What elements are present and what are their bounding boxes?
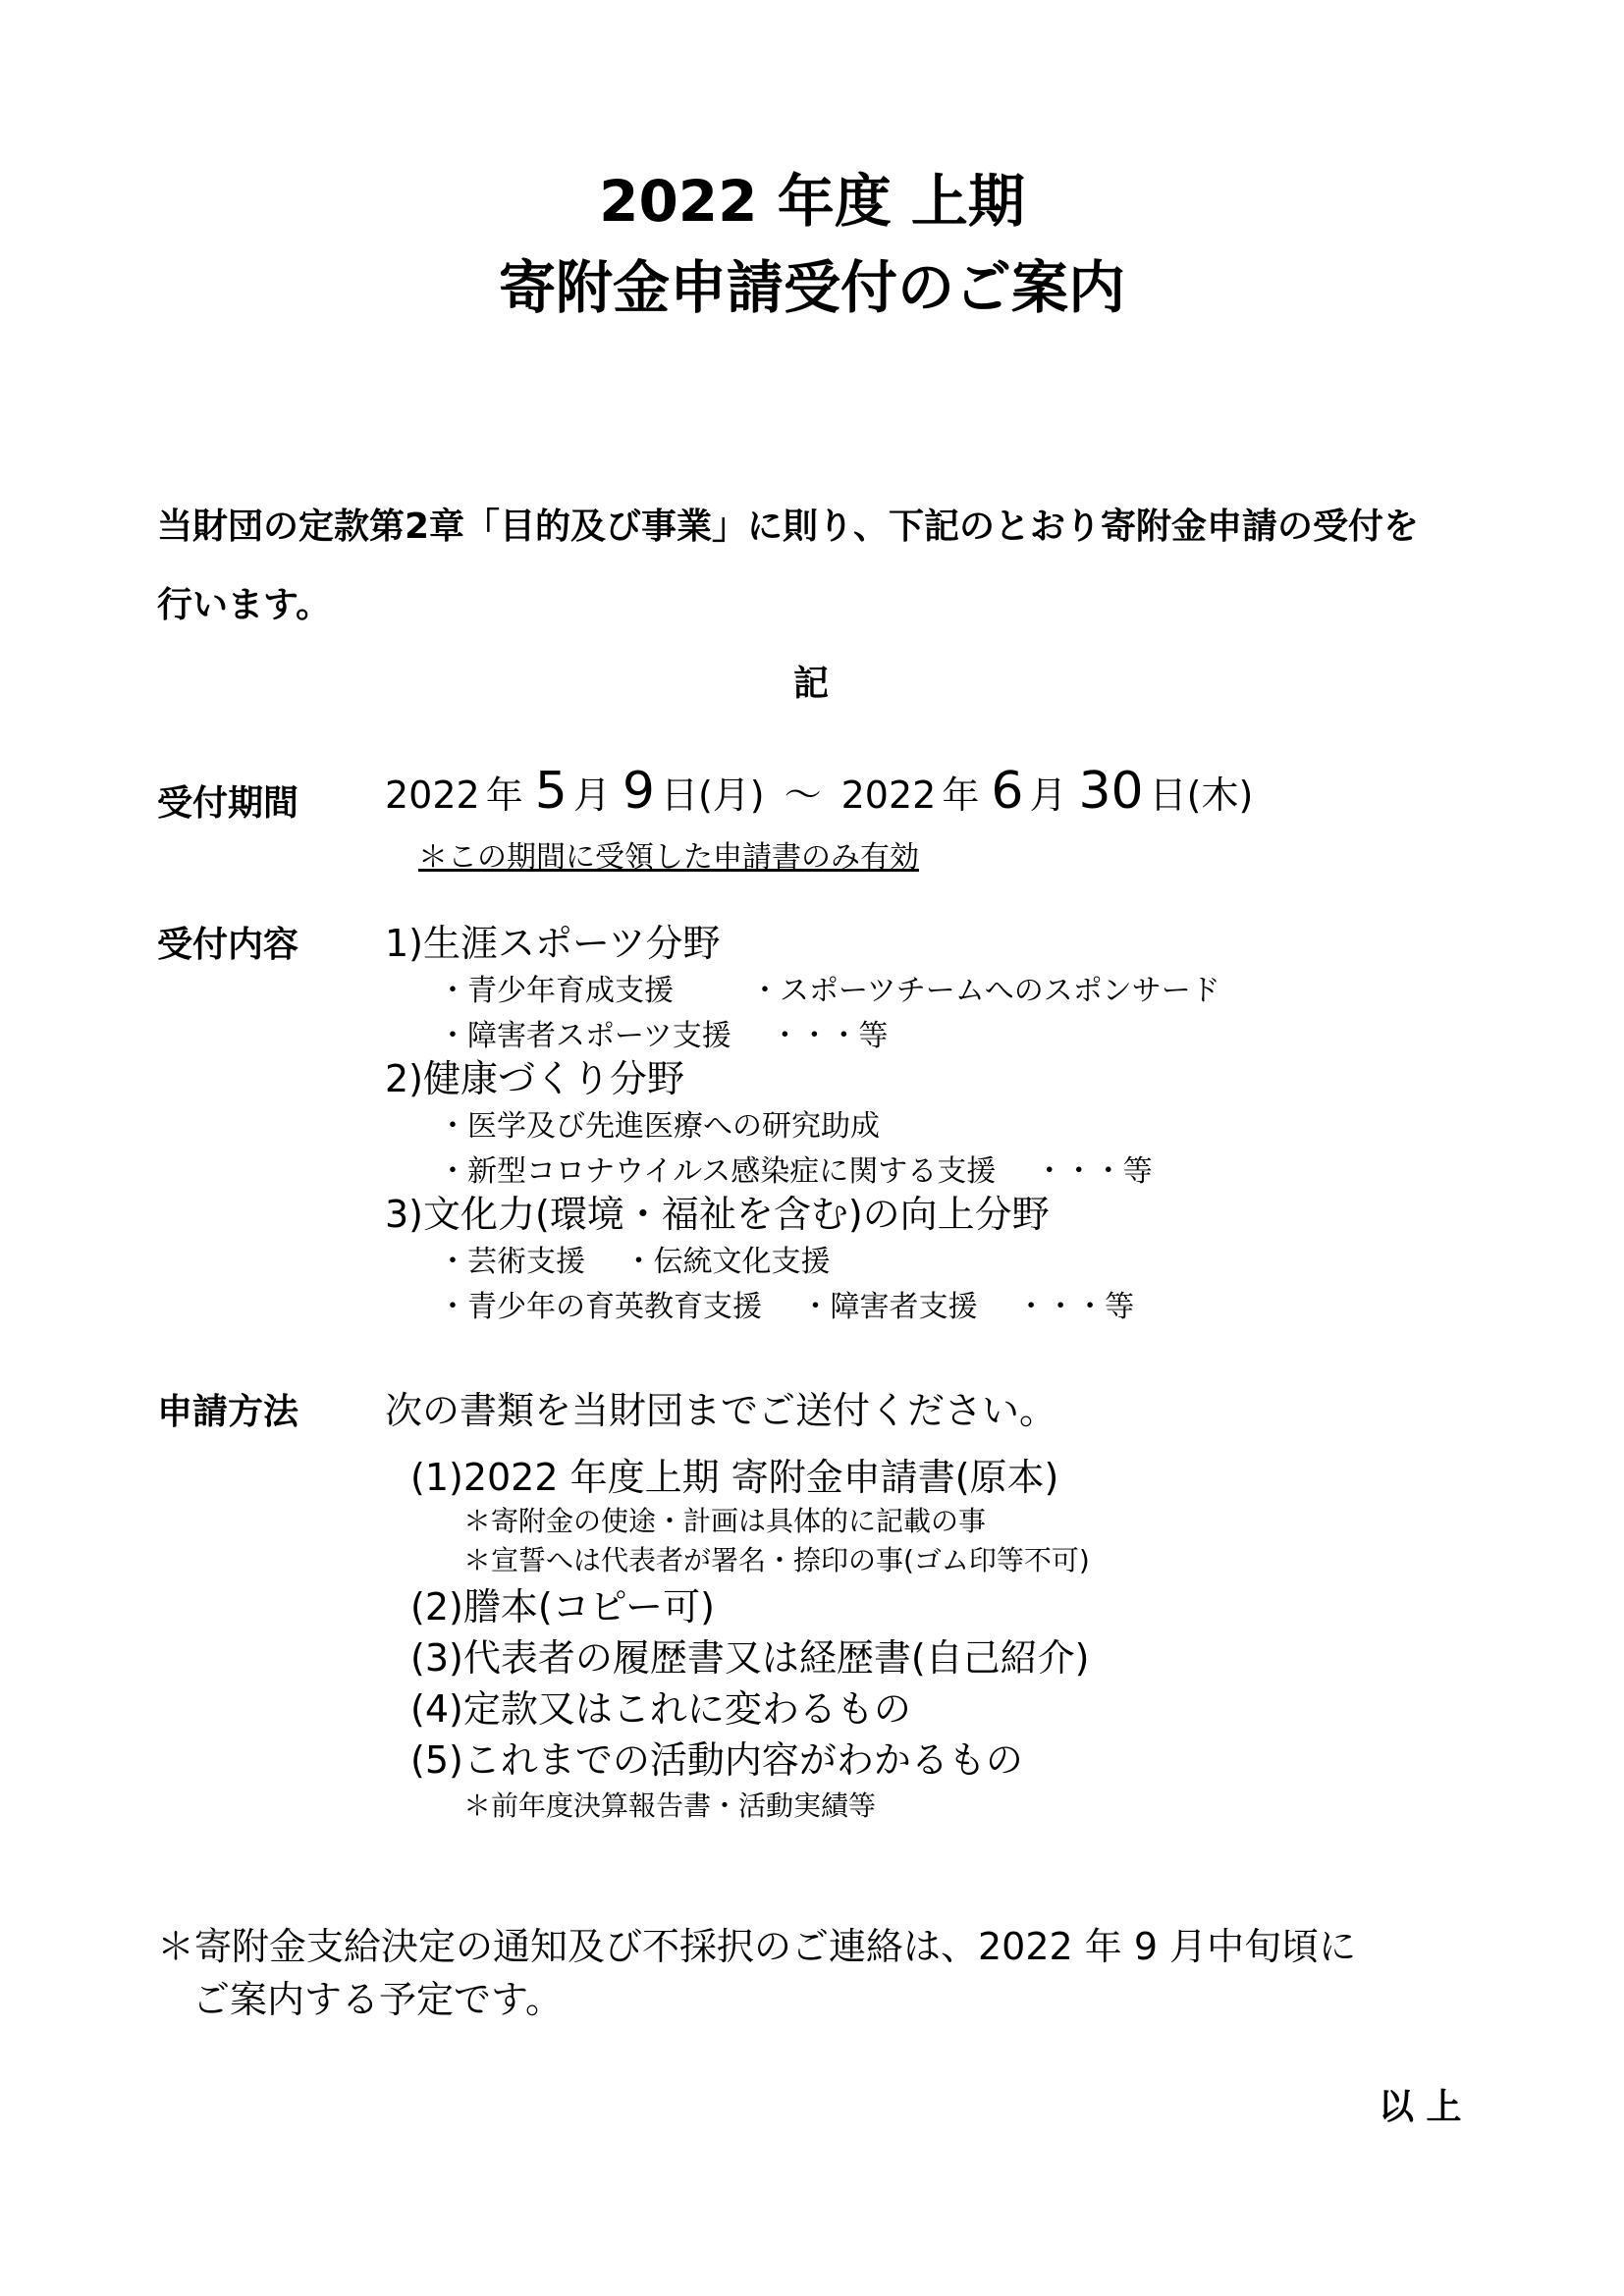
content-category-2-item-2: ・新型コロナウイルス感染症に関する支援 ・・・等 [438,1154,1153,1189]
method-item-5: (5)これまでの活動内容がわかるもの [410,1738,1023,1782]
method-item-3: (3)代表者の履歴書又は経歴書(自己紹介) [410,1636,1090,1680]
period-end-weekday: 日(木) [1149,774,1254,817]
intro-line-2: 行います。 [157,585,332,625]
closing-ijou: 以 上 [1379,2087,1462,2127]
period-tilde: ～ [784,774,822,817]
method-intro: 次の書類を当財団までご送付ください。 [385,1389,1057,1432]
method-item-4: (4)定款又はこれに変わるもの [410,1687,911,1731]
content-label: 受付内容 [157,925,299,965]
content-category-1-item-1: ・青少年育成支援 [438,974,674,1008]
period-note: ＊この期間に受領した申請書のみ有効 [418,840,919,875]
period-end-month: 6 [991,762,1024,821]
period-start-month: 5 [534,762,568,821]
period-month-unit-1: 月 [572,774,611,817]
content-category-2-item-1: ・医学及び先進医療への研究助成 [438,1109,880,1144]
title-line-2: 寄附金申請受付のご案内 [498,254,1125,321]
period-year-unit-2: 年 [942,774,980,817]
period-start-year: 2022 [385,774,480,817]
period-start-weekday: 日(月) [660,774,765,817]
period-start-day: 9 [622,762,655,821]
content-category-3-title: 3)文化力(環境・福祉を含む)の向上分野 [385,1193,1050,1236]
period-end-year: 2022 [840,774,937,817]
footer-note-line-2: ご案内する予定です。 [192,1978,563,2021]
content-category-2-title: 2)健康づくり分野 [385,1057,685,1100]
method-item-1: (1)2022 年度上期 寄附金申請書(原本) [410,1456,1059,1499]
content-category-3-item-2: ・青少年の育英教育支援 ・障害者支援 ・・・等 [438,1290,1135,1324]
period-year-unit-1: 年 [485,774,523,817]
method-item-1-note-1: ＊寄附金の使途・計画は具体的に記載の事 [463,1505,987,1537]
period-month-unit-2: 月 [1029,774,1067,817]
method-label: 申請方法 [157,1392,299,1432]
title-line-1: 2022 年度 上期 [599,168,1025,235]
method-item-2: (2)謄本(コピー可) [410,1585,715,1629]
intro-line-1: 当財団の定款第2章「目的及び事業」に則り、下記のとおり寄附金申請の受付を [157,507,1420,547]
content-category-1-item-2: ・スポーツチームへのスポンサード [750,974,1220,1008]
method-item-5-note-1: ＊前年度決算報告書・活動実績等 [463,1789,877,1822]
footer-note-line-1: ＊寄附金支給決定の通知及び不採択のご連絡は、2022 年 9 月中旬頃に [157,1925,1357,1968]
method-item-1-note-2: ＊宣誓へは代表者が署名・捺印の事(ゴム印等不可) [463,1544,1090,1576]
content-category-3-item-1: ・芸術支援 ・伝統文化支援 [438,1245,831,1279]
content-category-1-item-3: ・障害者スポーツ支援 ・・・等 [438,1019,889,1053]
period-label: 受付期間 [157,783,299,824]
period-end-day: 30 [1078,762,1144,821]
content-category-1-title: 1)生涯スポーツ分野 [385,922,721,965]
period-dates [385,762,1253,821]
ki-heading: 記 [793,664,830,704]
